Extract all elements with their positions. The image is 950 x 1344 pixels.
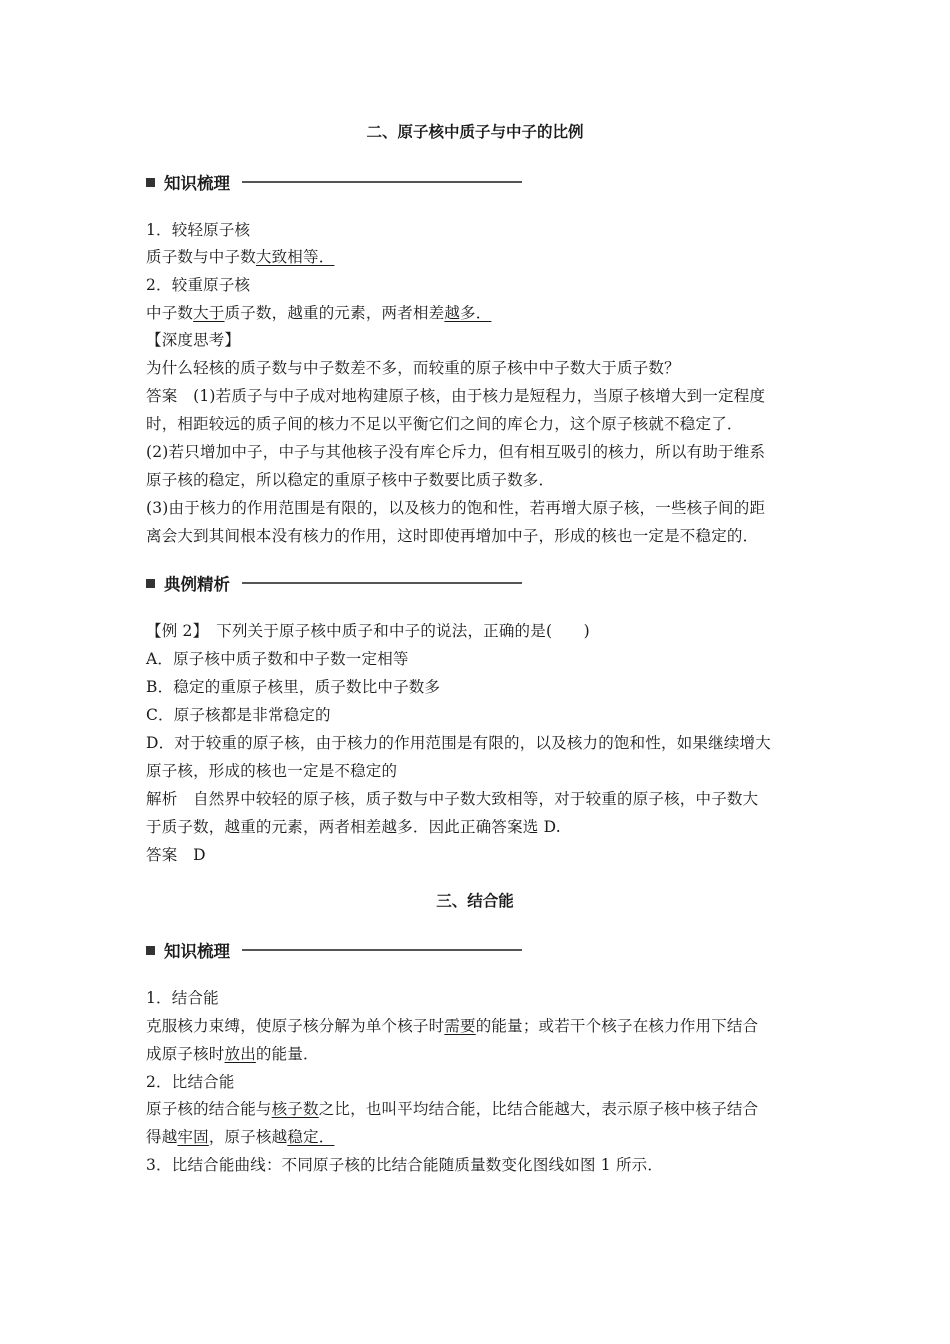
text: 质子数，越重的元素，两者相差 — [224, 304, 445, 322]
text: 中子数 — [146, 304, 194, 322]
square-bullet-icon — [146, 579, 155, 588]
answer-blank: 越多． — [444, 304, 492, 322]
answer-blank: 牢固 — [177, 1128, 209, 1146]
answer-blank: 放出 — [224, 1045, 256, 1063]
explanation: 于质子数，越重的元素，两者相差越多．因此正确答案选 D. — [146, 818, 561, 836]
text: 的能量． — [255, 1045, 319, 1063]
answer-blank: 大于 — [193, 304, 225, 322]
answer-line: (3)由于核力的作用范围是有限的，以及核力的饱和性，若再增大原子核，一些核子间的距 — [146, 499, 766, 517]
answer-blank: 需要 — [444, 1017, 476, 1035]
square-bullet-icon — [146, 178, 155, 187]
examples-header — [146, 571, 522, 595]
item-2-text — [146, 1099, 758, 1119]
item-2-text-cont — [146, 1127, 334, 1147]
text: 的能量；或若干个核子在核力作用下结合 — [475, 1017, 759, 1035]
item-2-title: 2．较重原子核 — [146, 276, 251, 294]
option-b: B．稳定的重原子核里，质子数比中子数多 — [146, 678, 441, 696]
option-a: A．原子核中质子数和中子数一定相等 — [146, 650, 409, 668]
square-bullet-icon — [146, 946, 155, 955]
item-3-text: 3．比结合能曲线：不同原子核的比结合能随质量数变化图线如图 1 所示． — [146, 1156, 664, 1174]
deep-thinking-label: 【深度思考】 — [146, 331, 241, 349]
knowledge-header — [146, 170, 522, 194]
knowledge-label: 知识梳理 — [164, 942, 230, 961]
text: 质子数与中子数 — [146, 248, 256, 266]
knowledge-header — [146, 938, 522, 962]
item-2-title: 2．比结合能 — [146, 1073, 235, 1091]
knowledge-label: 知识梳理 — [164, 174, 230, 193]
text: 原子核的结合能与 — [146, 1100, 272, 1118]
question: 为什么轻核的质子数与中子数差不多，而较重的原子核中中子数大于质子数？ — [146, 359, 680, 377]
item-2-text — [146, 303, 491, 323]
answer-line: 时，相距较远的质子间的核力不足以平衡它们之间的库仑力，这个原子核就不稳定了． — [146, 415, 743, 433]
item-1-text — [146, 247, 334, 267]
answer-blank: 稳定． — [287, 1128, 335, 1146]
item-1-text — [146, 1016, 758, 1036]
text: ，原子核越 — [208, 1128, 288, 1146]
answer-line: (2)若只增加中子，中子与其他核子没有库仑斥力，但有相互吸引的核力，所以有助于维系 — [146, 443, 766, 461]
answer-line: 离会大到其间根本没有核力的作用，这时即使再增加中子，形成的核也一定是不稳定的． — [146, 527, 759, 545]
text: 成原子核时 — [146, 1045, 225, 1063]
header-rule — [242, 181, 522, 183]
option-c: C．原子核都是非常稳定的 — [146, 706, 331, 724]
section-heading-2: 二、原子核中质子与中子的比例 — [366, 123, 584, 141]
option-d-cont: 原子核，形成的核也一定是不稳定的 — [146, 762, 398, 780]
answer-blank: 大致相等． — [255, 248, 335, 266]
item-1-text-cont — [146, 1044, 319, 1064]
example-question: 【例 2】 下列关于原子核中质子和中子的说法，正确的是( ) — [146, 622, 590, 640]
answer-blank: 核子数 — [271, 1100, 319, 1118]
item-1-title: 1．结合能 — [146, 989, 219, 1007]
item-1-title: 1．较轻原子核 — [146, 221, 251, 239]
header-rule — [242, 949, 522, 951]
explanation: 解析 自然界中较轻的原子核，质子数与中子数大致相等，对于较重的原子核，中子数大 — [146, 790, 759, 808]
example-answer: 答案 D — [146, 846, 206, 864]
option-d: D．对于较重的原子核，由于核力的作用范围是有限的，以及核力的饱和性，如果继续增大 — [146, 734, 771, 752]
answer-line: 原子核的稳定，所以稳定的重原子核中子数要比质子数多． — [146, 471, 555, 489]
header-rule — [242, 582, 522, 584]
text: 得越 — [146, 1128, 178, 1146]
answer-line: 答案 (1)若质子与中子成对地构建原子核，由于核力是短程力，当原子核增大到一定程度 — [146, 387, 766, 405]
text: 克服核力束缚，使原子核分解为单个核子时 — [146, 1017, 445, 1035]
examples-label: 典例精析 — [164, 575, 230, 594]
text: 之比，也叫平均结合能，比结合能越大，表示原子核中核子结合 — [318, 1100, 759, 1118]
section-heading-3: 三、结合能 — [436, 892, 514, 910]
